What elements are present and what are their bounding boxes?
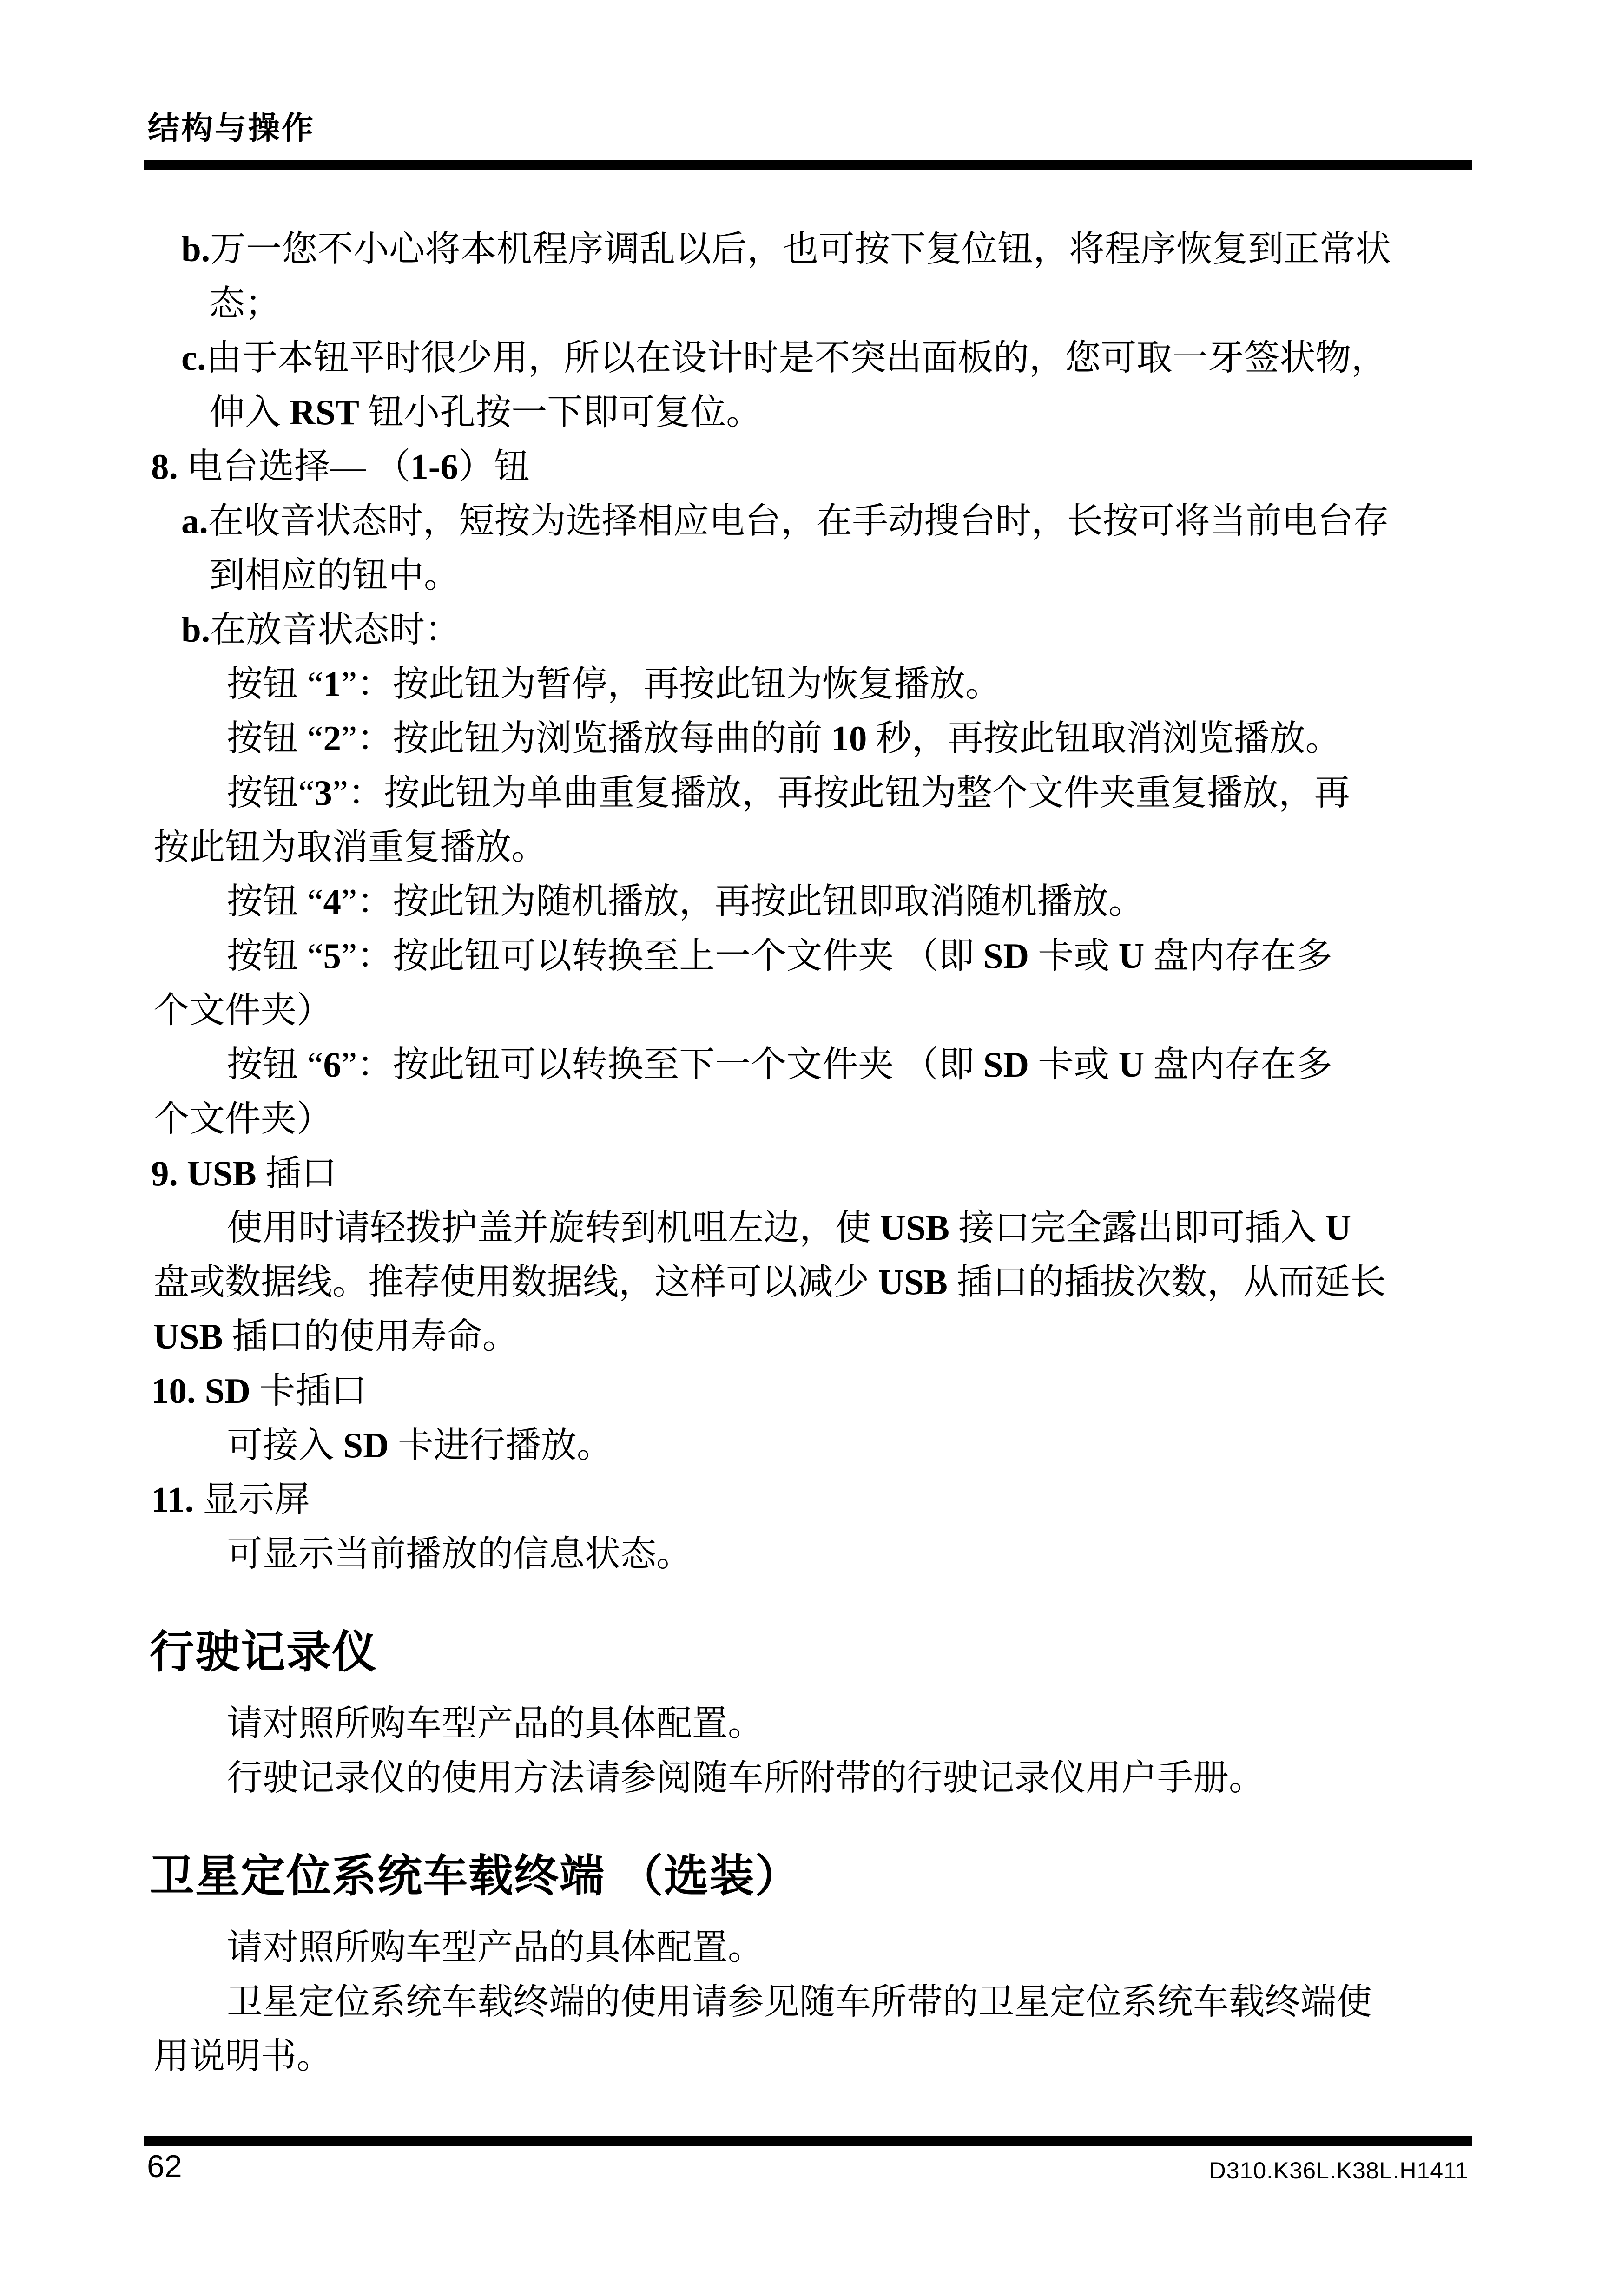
body-line: 请对照所购车型产品的具体配置。 xyxy=(227,1704,764,1743)
body-line: 行驶记录仪的使用方法请参阅随车所附带的行驶记录仪用户手册。 xyxy=(227,1758,1265,1798)
body-line: 9. USB 插口 xyxy=(151,1153,337,1193)
section-heading: 行驶记录仪 xyxy=(150,1627,377,1677)
page-number: 62 xyxy=(147,2149,182,2184)
header-rule xyxy=(144,160,1472,170)
body-line: 按钮“3”：按此钮为单曲重复播放，再按此钮为整个文件夹重复播放，再 xyxy=(227,773,1350,813)
body-line: a.在收音状态时，短按为选择相应电台，在手动搜台时，长按可将当前电台存 xyxy=(181,501,1389,541)
body-line: 11. 显示屏 xyxy=(151,1480,310,1520)
body-line: 按钮 “1”：按此钮为暂停，再按此钮为恢复播放。 xyxy=(227,664,1002,704)
body-line: 使用时请轻拨护盖并旋转到机咀左边，使 USB 接口完全露出即可插入 U xyxy=(227,1208,1351,1248)
body-line: 可显示当前播放的信息状态。 xyxy=(227,1534,692,1574)
body-line: 可接入 SD 卡进行播放。 xyxy=(227,1425,613,1465)
body-line: c.由于本钮平时很少用，所以在设计时是不突出面板的，您可取一牙签状物， xyxy=(181,338,1387,378)
body-line: 按钮 “2”：按此钮为浏览播放每曲的前 10 秒，再按此钮取消浏览播放。 xyxy=(227,718,1341,758)
body-line: 请对照所购车型产品的具体配置。 xyxy=(227,1928,764,1967)
body-line: b.万一您不小心将本机程序调乱以后，也可按下复位钮，将程序恢复到正常状 xyxy=(181,229,1391,269)
body-line: 按钮 “6”：按此钮可以转换至下一个文件夹 （即 SD 卡或 U 盘内存在多 xyxy=(227,1045,1332,1085)
page-body xyxy=(0,222,1615,2084)
body-line: 按此钮为取消重复播放。 xyxy=(153,827,547,867)
body-line: 10. SD 卡插口 xyxy=(151,1371,367,1411)
body-line: 态； xyxy=(209,283,281,323)
doc-code: D310.K36L.K38L.H1411 xyxy=(1209,2158,1469,2184)
body-line: 个文件夹） xyxy=(153,1099,332,1139)
body-line: 盘或数据线。推荐使用数据线，这样可以减少 USB 插口的插拔次数，从而延长 xyxy=(153,1262,1386,1302)
body-line: 伸入 RST 钮小孔按一下即可复位。 xyxy=(209,392,762,432)
body-line: 卫星定位系统车载终端的使用请参见随车所带的卫星定位系统车载终端使 xyxy=(227,1982,1372,2022)
body-line: 用说明书。 xyxy=(153,2036,332,2076)
body-line: USB 插口的使用寿命。 xyxy=(153,1316,519,1356)
footer-rule xyxy=(144,2136,1472,2146)
section-heading: 卫星定位系统车载终端 （选装） xyxy=(150,1851,801,1901)
page-header-title: 结构与操作 xyxy=(148,111,316,146)
body-line: 个文件夹） xyxy=(153,990,332,1030)
body-line: 8. 电台选择— （1-6）钮 xyxy=(151,447,530,487)
body-line: 按钮 “4”：按此钮为随机播放，再按此钮即取消随机播放。 xyxy=(227,882,1145,921)
body-line: b.在放音状态时： xyxy=(181,610,461,650)
body-line: 按钮 “5”：按此钮可以转换至上一个文件夹 （即 SD 卡或 U 盘内存在多 xyxy=(227,936,1332,976)
body-line: 到相应的钮中。 xyxy=(209,555,460,595)
